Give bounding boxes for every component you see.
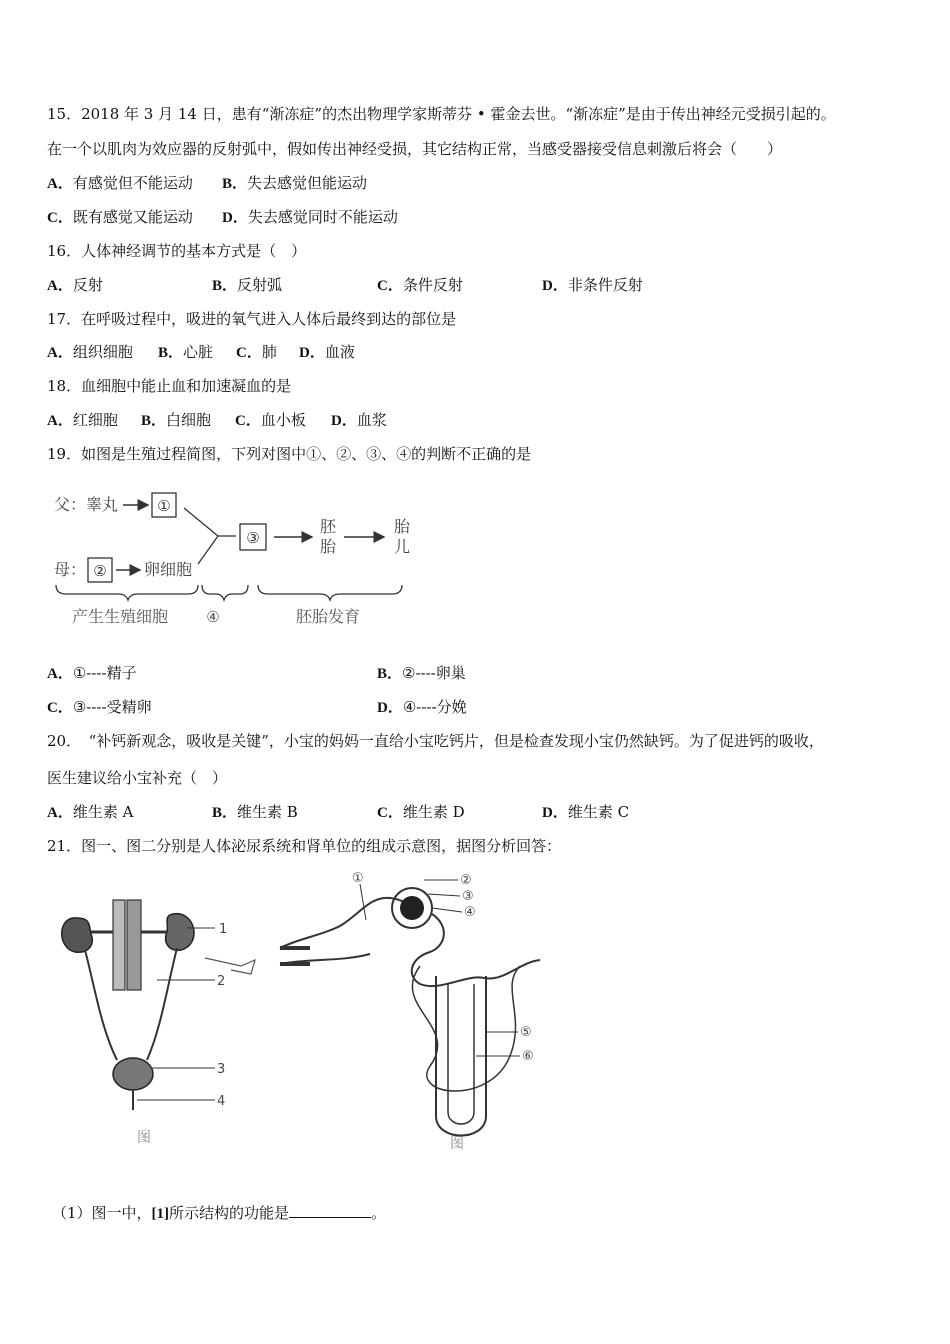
q17-option-b: B．心脏 [158, 343, 214, 361]
right-kidney [166, 914, 195, 951]
glomerulus [400, 896, 424, 920]
fig2-label-6: ⑥ [522, 1049, 534, 1064]
fig2-caption: 图 [450, 1136, 464, 1152]
q19-option-c: C．③----受精卵 [47, 698, 152, 716]
fig2-label-4: ④ [464, 905, 476, 920]
q19-option-d: D．④----分娩 [377, 698, 467, 716]
q17-option-a: A．组织细胞 [47, 343, 133, 361]
bladder [113, 1058, 153, 1090]
fig1-caption: 图 [137, 1130, 151, 1146]
q18-option-d: D．血浆 [331, 411, 387, 429]
fetus-label-bottom: 儿 [394, 537, 411, 556]
right-ureter [147, 948, 177, 1060]
q15-stem-line1: 15．2018 年 3 月 14 日，患有“渐冻症”的杰出物理学家斯蒂芬 • 霍金去世。“渐冻症”是由于传出神经元受损引起的。 [47, 105, 836, 123]
brace-embryo-development [258, 585, 402, 600]
fig2-label-2: ② [460, 873, 472, 888]
q18-option-c: C．血小板 [235, 411, 306, 429]
fig1-label-3: 3 [217, 1062, 226, 1077]
embryo-label-top: 胚 [320, 517, 337, 536]
line-egg-to-box3 [198, 536, 218, 564]
left-ureter [85, 950, 117, 1060]
q16-option-b: B．反射弧 [212, 276, 283, 294]
fig1-label-4: 4 [217, 1094, 226, 1109]
fetus-label-top: 胎 [394, 517, 411, 536]
peritubular-capillary [412, 966, 520, 1091]
q20-option-c: C．维生素 D [377, 803, 465, 821]
q20-option-b: B．维生素 B [212, 803, 298, 821]
left-kidney [62, 918, 92, 952]
proximal-tubule [412, 914, 540, 986]
fig1-label-1: 1 [219, 922, 228, 937]
q19-stem: 19．如图是生殖过程简图，下列对图中①、②、③、④的判断不正确的是 [47, 445, 532, 463]
q20-option-d: D．维生素 C [542, 803, 630, 821]
answer-blank[interactable] [289, 1203, 371, 1218]
vena-cava [127, 900, 141, 990]
q20-stem-line2: 医生建议给小宝补充（ ） [47, 769, 228, 787]
q17-option-d: D．血液 [299, 343, 355, 361]
q20-option-a: A．维生素 A [47, 803, 134, 821]
nephron-figure [270, 866, 550, 1156]
q19-option-b: B．②----卵巢 [377, 664, 466, 682]
box-2-label: ② [93, 562, 107, 580]
q17-stem: 17．在呼吸过程中，吸进的氧气进入人体后最终到达的部位是 [47, 310, 457, 328]
fig1-label-2: 2 [217, 974, 226, 989]
q18-stem: 18．血细胞中能止血和加速凝血的是 [47, 377, 292, 395]
urinary-system-figure [55, 888, 265, 1150]
mother-label: 母： [54, 560, 87, 579]
father-label: 父：睾丸 [54, 495, 119, 514]
q18-option-a: A．红细胞 [47, 411, 118, 429]
brace-label-development: 胚胎发育 [295, 607, 361, 626]
q15-option-c: C．既有感觉又能运动 [47, 208, 193, 226]
q15-option-b: B．失去感觉但能运动 [222, 174, 368, 192]
q17-option-c: C．肺 [236, 343, 277, 361]
q16-option-c: C．条件反射 [377, 276, 463, 294]
q20-stem-line1: 20． “补钙新观念，吸收是关键”，小宝的妈妈一直给小宝吃钙片，但是检查发现小宝仍然缺钙。为了促进钙的吸收， [47, 732, 824, 750]
q16-stem: 16．人体神经调节的基本方式是（ ） [47, 242, 307, 260]
brace-gamete-production [56, 585, 198, 600]
q18-option-b: B．白细胞 [141, 411, 212, 429]
q21-stem: 21．图一、图二分别是人体泌尿系统和肾单位的组成示意图，据图分析回答： [47, 837, 562, 855]
q15-option-d: D．失去感觉同时不能运动 [222, 208, 398, 226]
line-sperm-to-box3 [184, 508, 218, 536]
brace-label-4: ④ [206, 608, 220, 626]
fig2-label-3: ③ [462, 889, 474, 904]
egg-label: 卵细胞 [144, 560, 193, 579]
q16-option-a: A．反射 [47, 276, 103, 294]
q15-option-a: A．有感觉但不能运动 [47, 174, 193, 192]
brace-label-gametes: 产生生殖细胞 [71, 607, 169, 626]
box-3-label: ③ [246, 529, 260, 547]
embryo-label-bottom: 胎 [320, 537, 337, 556]
q15-stem-line2: 在一个以肌肉为效应器的反射弧中，假如传出神经受损，其它结构正常，当感受器接受信息刺激后将会（ ） [47, 140, 783, 158]
q19-option-a: A．①----精子 [47, 664, 137, 682]
fig2-label-1: ① [352, 871, 364, 886]
brace-fertilization [202, 585, 248, 600]
box-1-label: ① [157, 497, 171, 515]
fig2-label-5: ⑤ [520, 1025, 532, 1040]
q21-sub1: （1）图一中，[1]所示结构的功能是 。 [52, 1204, 387, 1222]
reproduction-diagram [50, 482, 420, 632]
aorta [113, 900, 125, 990]
q16-option-d: D．非条件反射 [542, 276, 643, 294]
